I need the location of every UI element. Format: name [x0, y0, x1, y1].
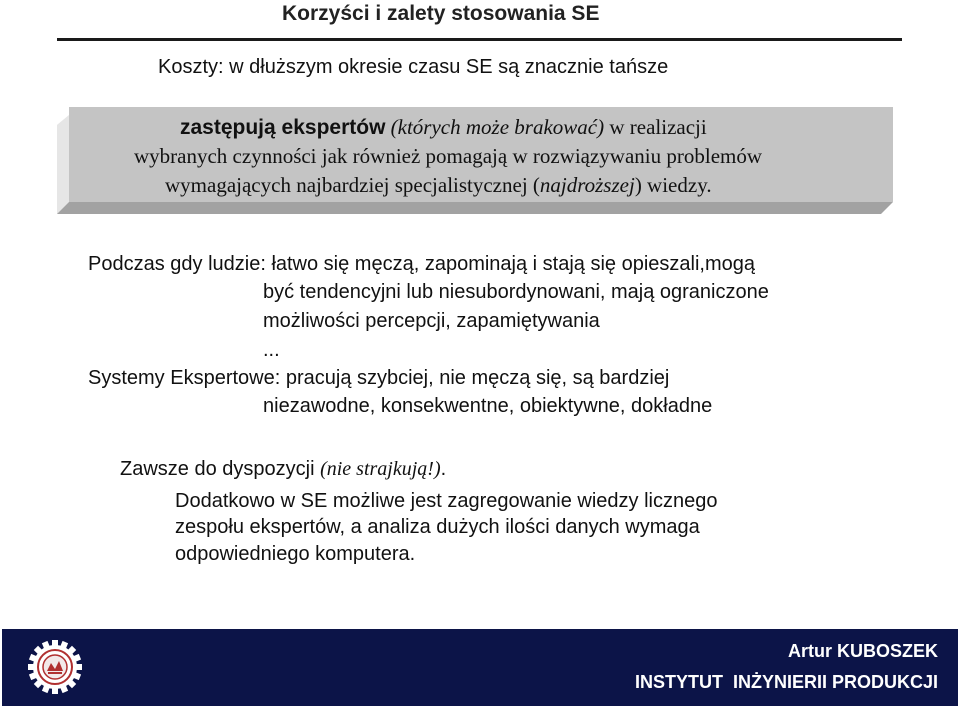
highlight-box [57, 107, 893, 214]
footer-bar [2, 629, 958, 706]
always-available-line: Zawsze do dyspozycji (nie strajkują!). [120, 458, 447, 480]
people-ellipsis: ... [263, 339, 280, 361]
systems-line-1: Systemy Ekspertowe: pracują szybciej, nie męczą się, są bardziej [88, 367, 670, 389]
systems-line-2: niezawodne, konsekwentne, obiektywne, dokładne [263, 395, 713, 417]
box-line-3: wymagających najbardziej specjalistycznej (najdroższej) wiedzy. [165, 173, 712, 197]
costs-line: Koszty: w dłuższym okresie czasu SE są znacznie tańsze [158, 56, 669, 78]
box-line-1: zastępują ekspertów (których może brakować) w realizacji [180, 115, 707, 139]
institute-gear-logo-icon [27, 639, 83, 695]
additional-line-3: odpowiedniego komputera. [175, 543, 416, 565]
slide-title: Korzyści i zalety stosowania SE [282, 2, 600, 25]
people-line-2: być tendencyjni lub niesubordynowani, mają ograniczone [263, 281, 769, 303]
footer-institute: INSTYTUT INŻYNIERII PRODUKCJI [634, 672, 938, 692]
additional-line-1: Dodatkowo w SE możliwe jest zagregowanie wiedzy licznego [175, 490, 718, 512]
box-line-2: wybranych czynności jak również pomagają w rozwiązywaniu problemów [134, 144, 763, 168]
people-line-1: Podczas gdy ludzie: łatwo się męczą, zapominają i stają się opieszali,mogą [88, 253, 756, 275]
footer-author: Artur KUBOSZEK [787, 641, 938, 661]
box-bold-phrase: zastępują ekspertów [180, 116, 386, 139]
title-divider [57, 38, 902, 41]
people-line-3: możliwości percepcji, zapamiętywania [263, 310, 600, 332]
box-italic-phrase: (których może brakować) [390, 115, 605, 139]
additional-line-2: zespołu ekspertów, a analiza dużych ilości danych wymaga [175, 516, 700, 538]
always-italic: (nie strajkują!) [320, 458, 441, 480]
